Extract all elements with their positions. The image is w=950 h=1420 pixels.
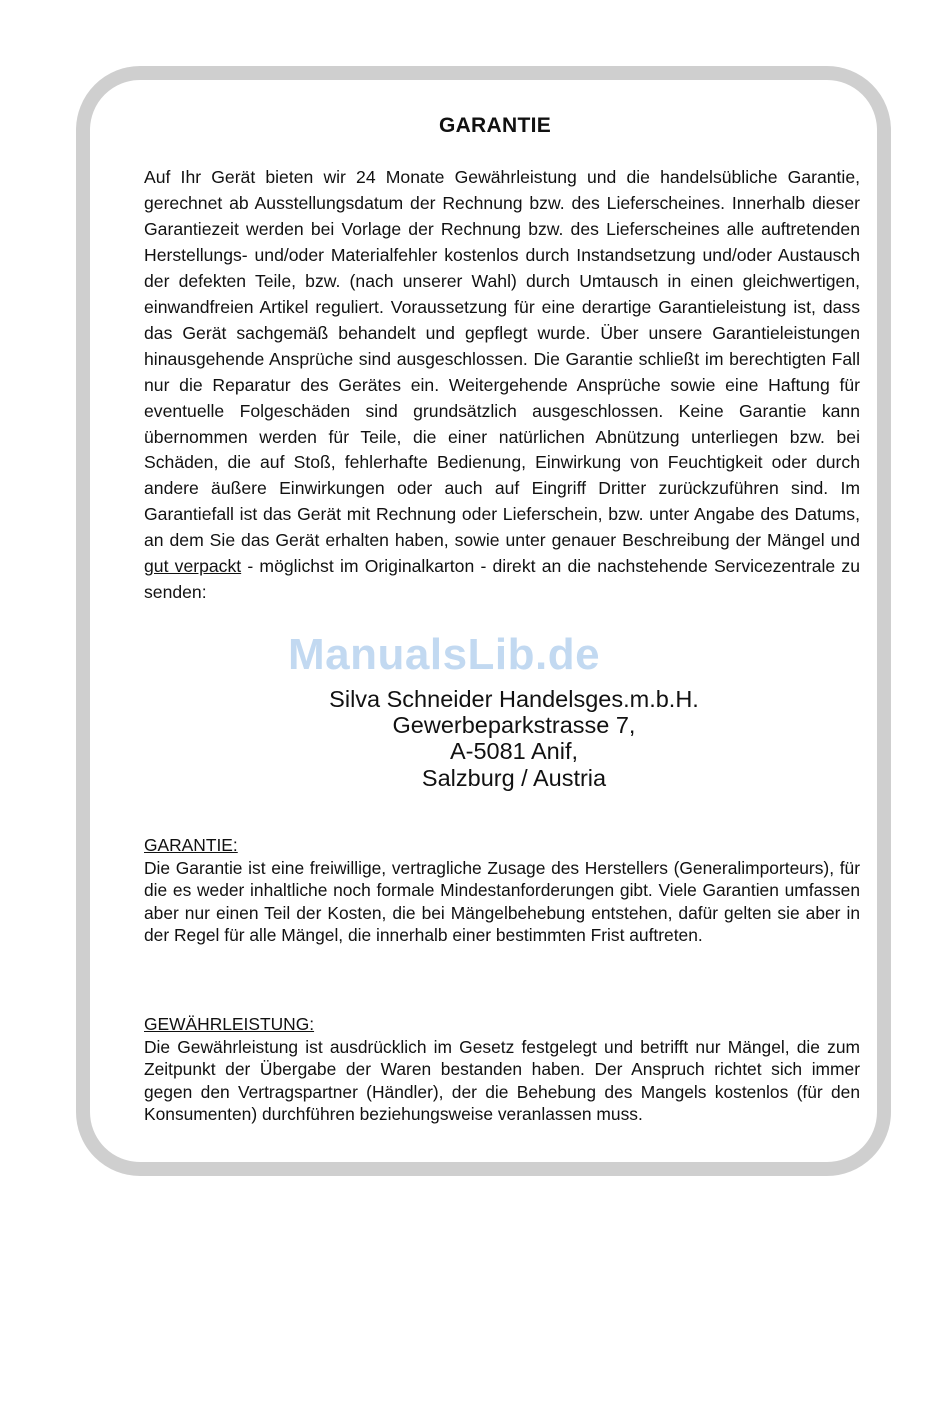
garantie-text: Die Garantie ist eine freiwillige, vertragliche Zusage des Herstellers (Generalimporteurs), für die es weder inhaltliche noch formale Mindestanforderungen gibt. Viele Garantien umfassen aber nur einen Teil der Kosten, die bei Mängelbehebung entstehen, dafür gelten sie aber in der Regel für alle Mängel, die innerhalb einer bestimmten Frist auftreten. [144,857,860,946]
address-line-city: A-5081 Anif, [449,738,579,765]
intro-text-part-1: Auf Ihr Gerät bieten wir 24 Monate Gewährleistung und die handelsübliche Garantie, gerechnet ab Ausstellungsdatum der Rechnung bzw. des Lieferscheines. Innerhalb dieser Garantiezeit werden bei Vorlage der Rechnung bzw. des Lieferscheines alle auftretenden Herstellungs- und/oder Materialfehler kostenlos durch Instandsetzung und/oder Austausch der defekten Teile, bzw. (nach unserer Wahl) durch Umtausch in einen gleichwertigen, einwandfreien Artikel reguliert. Voraussetzung für eine derartige Garantieleistung ist, dass das Gerät sachgemäß behandelt und gepflegt wurde. Über unsere Garantieleistungen hinausgehende Ansprüche sind ausgeschlossen. Die Garantie schließt im berechtigten Fall nur die Reparatur des Gerätes ein. Weitergehende Ansprüche sowie eine Haftung für eventuelle Folgeschäden sind grundsätzlich ausgeschlossen. Keine Garantie kann übernommen werden für Teile, die einer natürlichen Abnützung unterliegen bzw. bei Schäden, die auf Stoß, fehlerhafte Bedienung, Einwirkung von Feuchtigkeit oder durch andere äußere Einwirkungen oder auch auf Eingriff Dritter zurückzuführen sind. Im Garantiefall ist das Gerät mit Rechnung oder Lieferschein, bzw. unter Angabe des Datums, an dem Sie das Gerät erhalten haben, sowie unter genauer Beschreibung der Mängel und [144,167,860,551]
gewaehrleistung-text: Die Gewährleistung ist ausdrücklich im Gesetz festgelegt und betrifft nur Mängel, die zum Zeitpunkt der Übergabe der Waren bestanden haben. Der Anspruch richtet sich immer gegen den Vertragspartner (Händler), der die Behebung des Mangels kostenlos (für den Konsumenten) durchführen beziehungsweise veranlassen muss. [144,1036,860,1125]
address-line-street: Gewerbeparkstrasse 7, [392,712,636,739]
intro-text-part-2: - möglichst im Originalkarton - direkt an die nachstehende Servicezentrale zu senden: [144,556,860,603]
garantie-heading: GARANTIE: [144,835,238,855]
gewaehrleistung-heading: GEWÄHRLEISTUNG: [144,1014,315,1034]
watermark-logo: ManualsLib.de [288,630,601,679]
address-line-region: Salzburg / Austria [421,764,607,791]
gewaehrleistung-section [144,1013,860,1126]
address-line-company: Silva Schneider Handelsges.m.b.H. [329,686,699,712]
service-address [0,686,950,791]
page-title: GARANTIE [438,114,552,137]
warranty-intro-paragraph [144,165,860,606]
garantie-section [144,834,860,947]
intro-underlined-text: gut verpackt [144,556,242,577]
